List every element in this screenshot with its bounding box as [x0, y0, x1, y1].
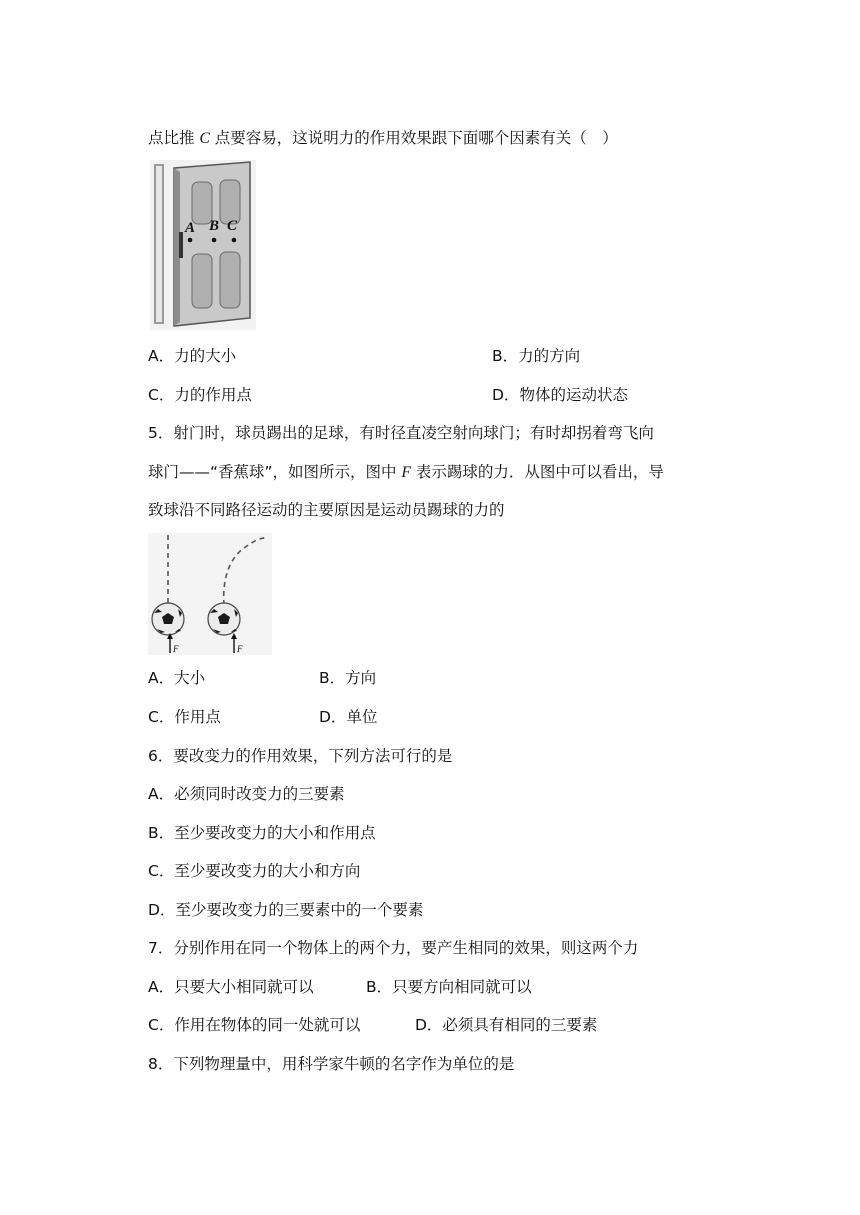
q4-stem-text-1: 点比推 — [148, 129, 200, 147]
q6-stem: 6．要改变力的作用效果，下列方法可行的是 — [148, 747, 453, 765]
q7-option-c[interactable]: C．作用在物体的同一处就可以 — [148, 1016, 361, 1034]
q5-stem-line-2: 球门——“香蕉球”，如图所示，图中 F 表示踢球的力．从图中可以看出，导 — [148, 463, 664, 481]
q5-option-d[interactable]: D．单位 — [319, 708, 378, 726]
q7-stem: 7．分别作用在同一个物体上的两个力，要产生相同的效果，则这两个力 — [148, 939, 639, 957]
force-label-2: F — [237, 644, 243, 654]
football-figure — [148, 533, 272, 655]
q4-stem-variable: C — [199, 130, 210, 147]
q6-option-d[interactable]: D．至少要改变力的三要素中的一个要素 — [148, 901, 424, 919]
door-label-a: A — [185, 220, 196, 236]
q4-option-d[interactable]: D．物体的运动状态 — [492, 386, 628, 404]
q4-option-a[interactable]: A．力的大小 — [148, 347, 237, 365]
q6-option-c[interactable]: C．至少要改变力的大小和方向 — [148, 862, 361, 880]
q5-option-a[interactable]: A．大小 — [148, 669, 206, 687]
q4-option-c[interactable]: C．力的作用点 — [148, 386, 252, 404]
q7-option-b[interactable]: B．只要方向相同就可以 — [366, 978, 532, 996]
door-label-c: C — [227, 218, 238, 234]
q4-stem-text-2: 点要容易，这说明力的作用效果跟下面哪个因素有关（ ） — [209, 129, 618, 147]
q7-option-d[interactable]: D．必须具有相同的三要素 — [415, 1016, 598, 1034]
q5-stem-variable: F — [401, 464, 411, 481]
q7-option-a[interactable]: A．只要大小相同就可以 — [148, 978, 314, 996]
q4-option-b[interactable]: B．力的方向 — [492, 347, 581, 365]
q6-option-a[interactable]: A．必须同时改变力的三要素 — [148, 785, 345, 803]
door-figure — [150, 160, 256, 330]
q5-stem-line-1: 5．射门时，球员踢出的足球，有时径直凌空射向球门；有时却拐着弯飞向 — [148, 424, 654, 442]
q5-option-b[interactable]: B．方向 — [319, 669, 377, 687]
q5-option-c[interactable]: C．作用点 — [148, 708, 221, 726]
q6-option-b[interactable]: B．至少要改变力的大小和作用点 — [148, 824, 376, 842]
q5-stem-line-3: 致球沿不同路径运动的主要原因是运动员踢球的力的 — [148, 501, 505, 519]
q8-stem: 8．下列物理量中，用科学家牛顿的名字作为单位的是 — [148, 1055, 515, 1073]
q4-stem — [148, 127, 618, 150]
door-label-b: B — [209, 218, 220, 234]
force-label-1: F — [173, 644, 179, 654]
